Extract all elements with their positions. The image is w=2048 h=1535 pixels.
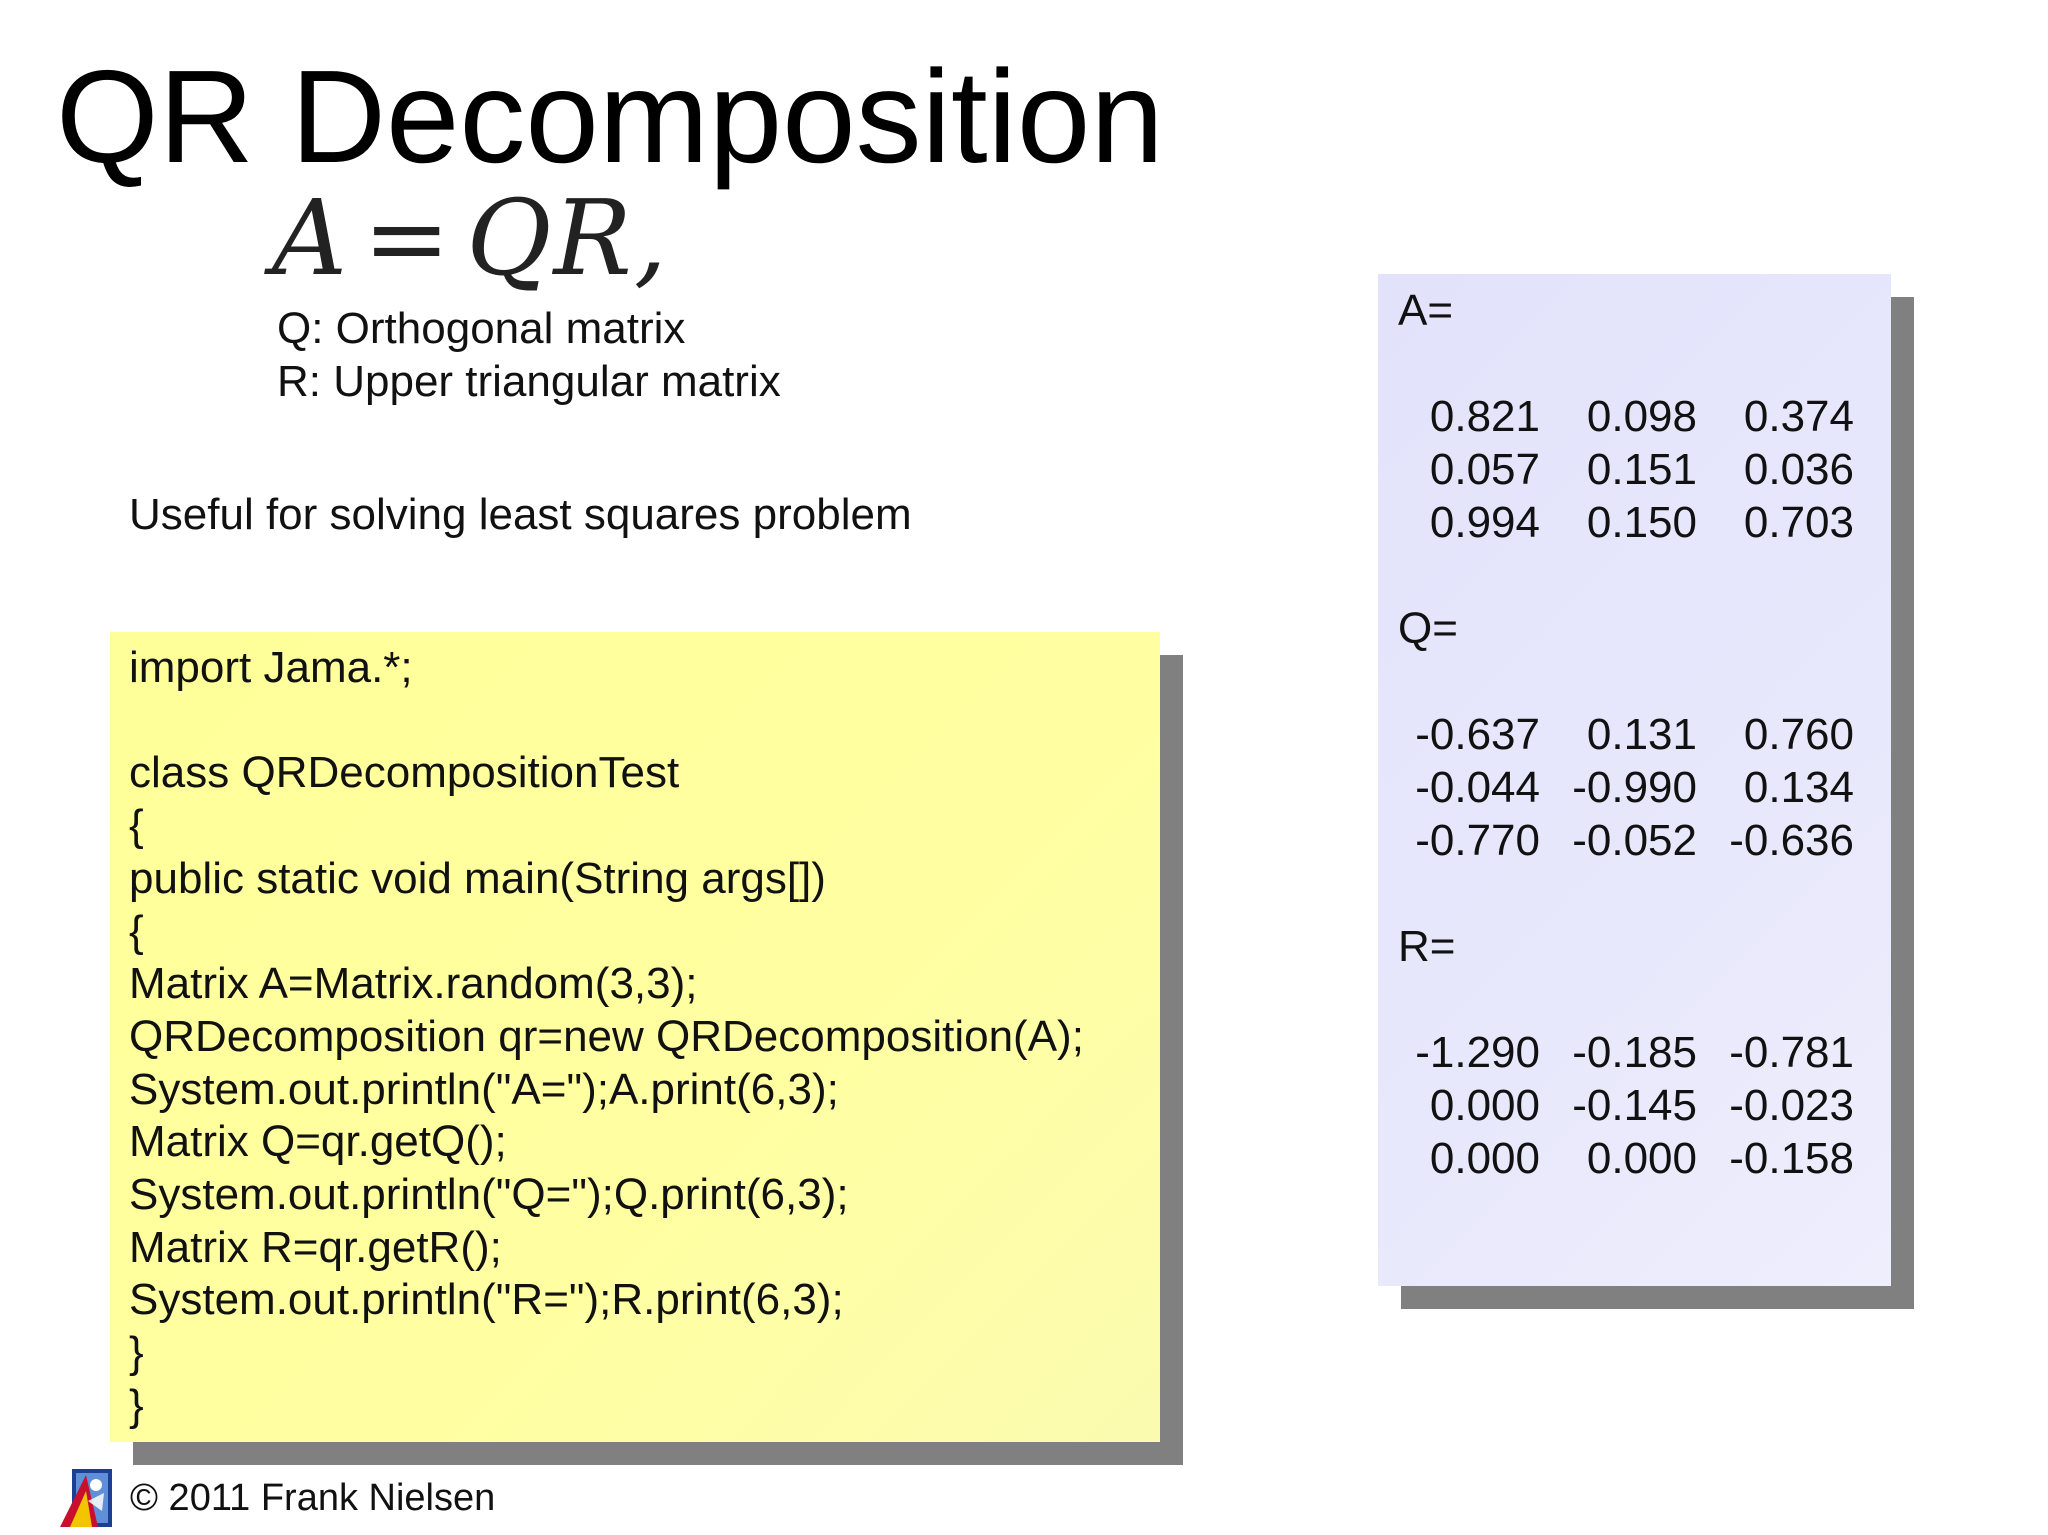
matrix-cell: -0.023: [1729, 1081, 1854, 1130]
matrix-row: [1398, 1132, 1891, 1185]
matrix-cell: 0.821: [1429, 392, 1540, 441]
code-line: class QRDecompositionTest: [129, 748, 680, 798]
code-line: System.out.println("R=");R.print(6,3);: [129, 1275, 844, 1325]
matrix-cell: 0.000: [1586, 1134, 1697, 1183]
matrix-cell: 0.151: [1586, 445, 1697, 494]
code-line: QRDecomposition qr=new QRDecomposition(A);: [129, 1011, 1084, 1061]
matrix-cell: -0.781: [1729, 1028, 1854, 1077]
institution-logo-icon: [58, 1467, 114, 1529]
matrix-block-a: [1398, 284, 1891, 602]
matrix-row: [1398, 390, 1891, 443]
code-line: {: [129, 801, 144, 851]
formula-rhs: QR,: [466, 177, 669, 299]
slide-footer: [58, 1467, 495, 1529]
matrix-cell: 0.131: [1586, 710, 1697, 759]
matrix-cell: -0.044: [1415, 763, 1540, 812]
matrix-cell: -0.637: [1415, 710, 1540, 759]
matrix-row: [1398, 708, 1891, 761]
matrix-row: [1398, 1079, 1891, 1132]
matrix-row: [1398, 443, 1891, 496]
matrix-cell: 0.098: [1586, 392, 1697, 441]
matrix-label: R=: [1398, 922, 1456, 971]
definition-r: R: Upper triangular matrix: [277, 357, 781, 406]
matrix-cell: -0.990: [1572, 763, 1697, 812]
code-line: Matrix R=qr.getR();: [129, 1222, 502, 1272]
code-line: public static void main(String args[]): [129, 853, 826, 903]
code-line: import Jama.*;: [129, 643, 413, 692]
matrix-cell: 0.134: [1743, 763, 1854, 812]
usage-note: Useful for solving least squares problem: [129, 490, 912, 539]
qr-formula: [272, 178, 669, 298]
matrix-cell: 0.374: [1743, 392, 1854, 441]
code-line: }: [129, 1328, 144, 1378]
code-line: Matrix A=Matrix.random(3,3);: [129, 959, 698, 1009]
formula-equals: =: [363, 177, 453, 299]
code-line: [129, 695, 1160, 748]
matrix-label: A=: [1398, 286, 1454, 335]
code-line: Matrix Q=qr.getQ();: [129, 1117, 507, 1167]
definition-q: Q: Orthogonal matrix: [277, 304, 686, 353]
matrix-block-r: [1398, 920, 1891, 1185]
matrix-cell: 0.000: [1429, 1081, 1540, 1130]
formula-lhs: A: [272, 177, 350, 299]
matrix-cell: 0.703: [1743, 498, 1854, 547]
matrix-row: [1398, 814, 1891, 867]
matrix-cell: 0.057: [1429, 445, 1540, 494]
matrix-block-q: [1398, 602, 1891, 920]
matrix-cell: -0.145: [1572, 1081, 1697, 1130]
matrix-cell: -0.185: [1572, 1028, 1697, 1077]
definition-list: [277, 302, 781, 408]
code-line: {: [129, 906, 144, 956]
matrix-cell: -0.052: [1572, 816, 1697, 865]
matrix-cell: 0.036: [1743, 445, 1854, 494]
copyright-text: © 2011 Frank Nielsen: [130, 1477, 496, 1519]
matrix-cell: 0.150: [1586, 498, 1697, 547]
matrix-row: [1398, 1026, 1891, 1079]
slide-title: QR Decomposition: [56, 43, 1164, 190]
matrix-label: Q=: [1398, 604, 1458, 653]
output-panel: [1378, 274, 1891, 1286]
code-line: }: [129, 1380, 144, 1430]
matrix-cell: 0.994: [1429, 498, 1540, 547]
code-line: System.out.println("A=");A.print(6,3);: [129, 1064, 839, 1114]
matrix-row: [1398, 496, 1891, 549]
matrix-cell: -0.158: [1729, 1134, 1854, 1183]
matrix-cell: 0.000: [1429, 1134, 1540, 1183]
code-line: System.out.println("Q=");Q.print(6,3);: [129, 1170, 849, 1220]
matrix-cell: 0.760: [1743, 710, 1854, 759]
matrix-cell: -0.770: [1415, 816, 1540, 865]
matrix-cell: -0.636: [1729, 816, 1854, 865]
matrix-cell: -1.290: [1415, 1028, 1540, 1077]
code-panel: [110, 632, 1160, 1442]
matrix-row: [1398, 761, 1891, 814]
